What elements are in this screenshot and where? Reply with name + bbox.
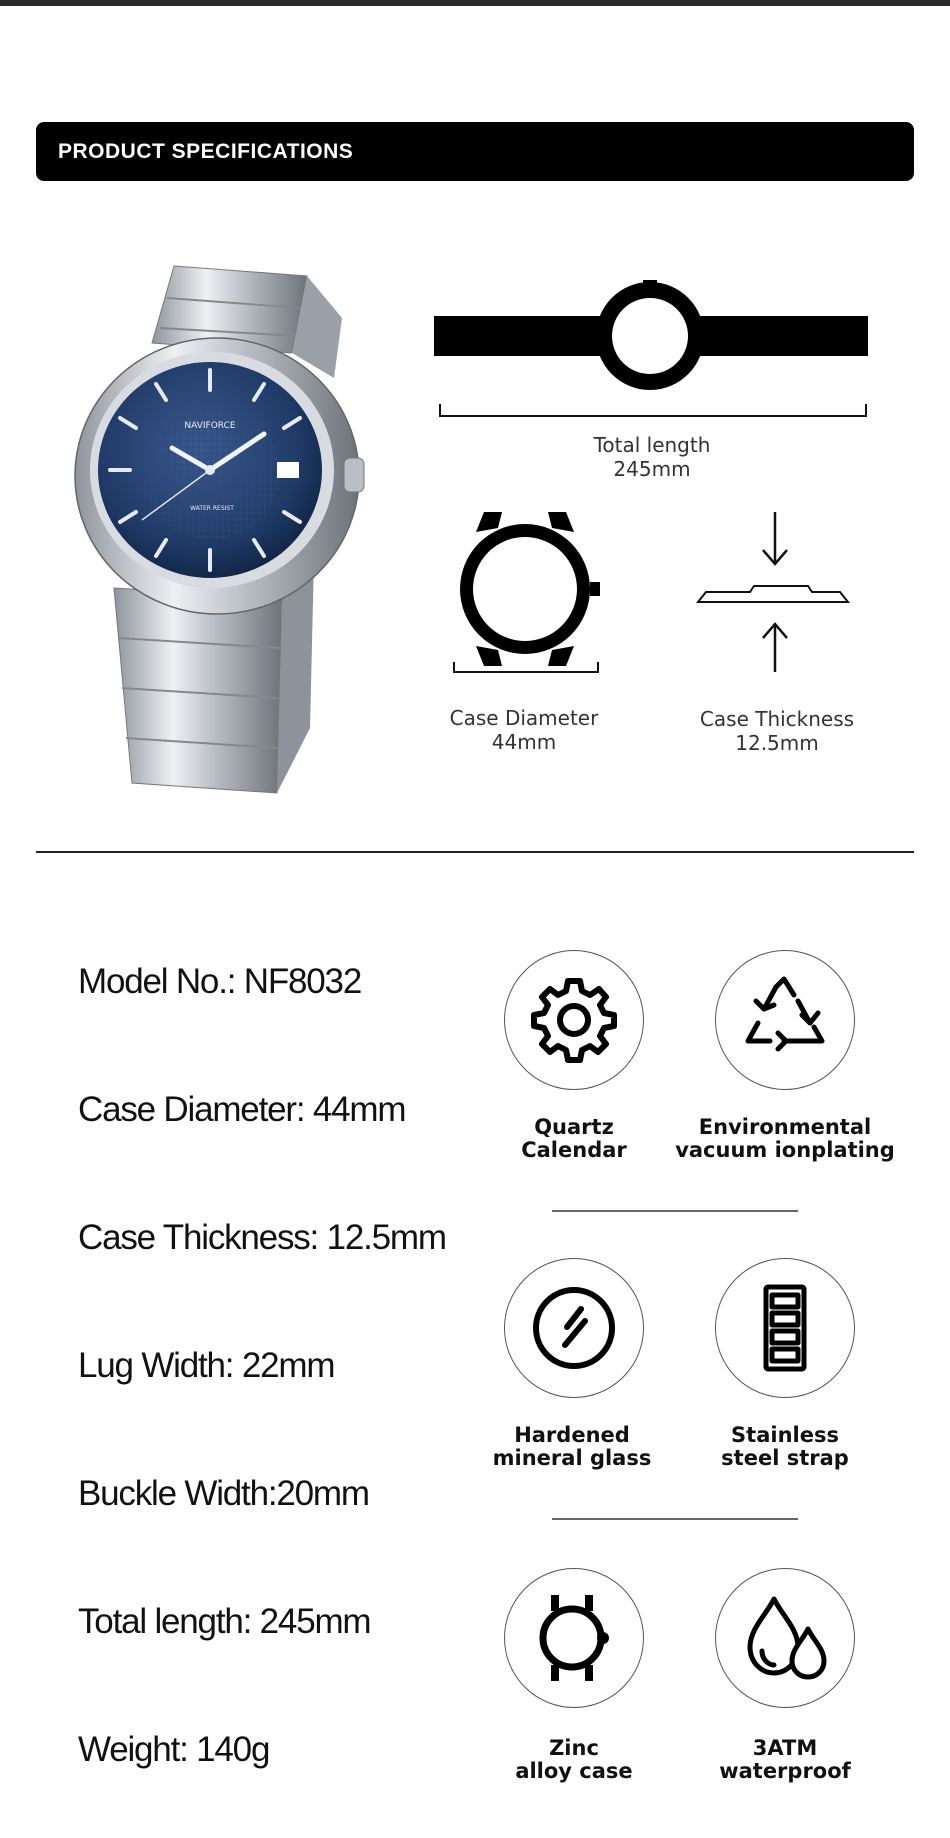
watch-case-icon	[529, 1593, 619, 1683]
feature-waterproof	[715, 1568, 855, 1708]
feature-separator	[552, 1210, 798, 1212]
section-divider	[36, 851, 914, 853]
spec-case-diameter: Case Diameter: 44mm	[78, 1090, 406, 1129]
recycle-icon	[740, 975, 830, 1065]
feature-ionplating	[715, 950, 855, 1090]
feature-glass	[504, 1258, 644, 1398]
case-thickness-label: Case Thickness 12.5mm	[699, 707, 855, 755]
spec-case-thickness: Case Thickness: 12.5mm	[78, 1218, 446, 1257]
case-diameter-label: Case Diameter 44mm	[449, 706, 599, 754]
feature-label-ionplating: Environmental vacuum ionplating	[675, 1115, 895, 1162]
case-diameter-diagram	[450, 510, 600, 675]
banner-title: PRODUCT SPECIFICATIONS	[58, 139, 354, 163]
feature-strap	[715, 1258, 855, 1398]
spec-buckle-width: Buckle Width:20mm	[78, 1474, 369, 1513]
feature-label-quartz: Quartz Calendar	[521, 1115, 627, 1162]
total-length-label: Total length 245mm	[593, 433, 711, 481]
spec-weight: Weight: 140g	[78, 1730, 270, 1769]
strap-icon	[740, 1283, 830, 1373]
case-thickness-diagram	[690, 510, 860, 675]
feature-separator	[552, 1518, 798, 1520]
spec-model: Model No.: NF8032	[78, 962, 362, 1001]
gear-icon	[529, 975, 619, 1065]
feature-label-strap: Stainless steel strap	[721, 1423, 849, 1470]
glass-icon	[529, 1283, 619, 1373]
feature-label-waterproof: 3ATM waterproof	[719, 1736, 851, 1783]
feature-label-zinc-case: Zinc alloy case	[515, 1736, 633, 1783]
dial-text: WATER RESIST	[190, 505, 234, 512]
top-strip	[0, 0, 950, 6]
total-length-diagram	[430, 278, 870, 418]
spec-lug-width: Lug Width: 22mm	[78, 1346, 335, 1385]
feature-quartz	[504, 950, 644, 1090]
spec-total-length: Total length: 245mm	[78, 1602, 371, 1641]
feature-zinc-case	[504, 1568, 644, 1708]
water-drop-icon	[740, 1593, 830, 1683]
section-banner	[36, 122, 914, 181]
dial-brand: NAVIFORCE	[184, 421, 236, 431]
watch-photo	[52, 258, 372, 798]
feature-label-glass: Hardened mineral glass	[492, 1423, 652, 1470]
